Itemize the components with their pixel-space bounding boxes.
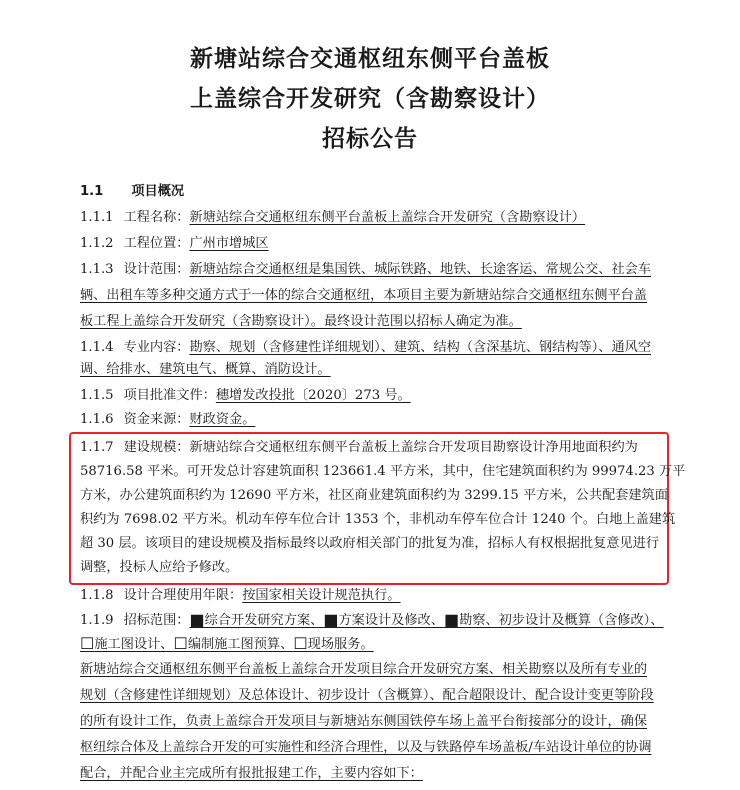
- item-1-1-9-options-2: [80, 634, 374, 655]
- checkbox-checked-icon: ■: [189, 610, 205, 629]
- item-1-1-7-cont-5: 调整，投标人应给予修改。: [80, 560, 239, 575]
- title-line-2: 上盖综合开发研究（含勘察设计）: [190, 86, 550, 112]
- item-number: 1.1.7: [80, 440, 114, 455]
- item-value: 广州市增城区: [189, 236, 269, 251]
- item-1-1-7-cont-1: 58716.58 平米。可开发总计容建筑面积 123661.4 平方米，其中，住宅建筑面积约为 99974.23 万平: [80, 464, 686, 479]
- item-label: 工程位置：: [123, 236, 190, 251]
- checkbox-checked-icon: ■: [323, 610, 339, 629]
- item-label: 建设规模：: [123, 440, 190, 455]
- checkbox-empty-icon: ☐: [293, 634, 308, 653]
- item-value: 勘察、规划（含修建性详细规划）、建筑、结构（含深基坑、钢结构等）、通风空: [189, 340, 652, 355]
- checkbox-empty-icon: ☐: [173, 634, 188, 653]
- item-label: 设计范围：: [123, 262, 190, 277]
- item-value: 新塘站综合交通枢纽东侧平台盖板上盖综合开发研究（含勘察设计）: [189, 210, 586, 225]
- item-label: 设计合理使用年限：: [123, 588, 243, 603]
- item-number: 1.1.3: [80, 262, 114, 277]
- option-label: 现场服务。: [307, 637, 374, 652]
- section-number: 1.1: [80, 184, 104, 199]
- item-number: 1.1.6: [80, 412, 114, 427]
- section-heading: [80, 182, 184, 202]
- item-number: 1.1.8: [80, 588, 114, 603]
- item-number: 1.1.5: [80, 388, 114, 403]
- item-number: 1.1.2: [80, 236, 114, 251]
- item-1-1-2: [80, 234, 269, 254]
- item-1-1-8: [80, 586, 401, 606]
- item-1-1-4: [80, 338, 651, 358]
- scope-paragraph-line-1: 新塘站综合交通枢纽东侧平台盖板上盖综合开发项目综合开发研究方案、相关勘察以及所有专业的: [80, 662, 648, 677]
- scope-paragraph-line-4: 枢纽综合体及上盖综合开发的可实施性和经济合理性，以及与铁路停车场盖板/车站设计单位的协调: [80, 740, 652, 755]
- item-value: 财政资金。: [189, 412, 256, 427]
- item-1-1-7-cont-4: 超 30 层。该项目的建设规模及指标最终以政府相关部门的批复为准，招标人有权根据批复意见进行: [80, 536, 660, 551]
- item-number: 1.1.1: [80, 210, 114, 225]
- item-1-1-3-cont-1: 辆、出租车等多种交通方式于一体的综合交通枢纽，本项目主要为新塘站综合交通枢纽东侧平台盖: [80, 288, 648, 303]
- checkbox-empty-icon: ☐: [80, 634, 95, 653]
- option-label: 综合开发研究方案、: [204, 613, 324, 628]
- scope-paragraph-line-2: 规划（含修建性详细规划）及总体设计、初步设计（含概算）、配合超限设计、配合设计变更等阶段: [80, 688, 654, 703]
- option-label: 施工图设计、: [94, 637, 174, 652]
- item-number: 1.1.4: [80, 340, 114, 355]
- item-label: 工程名称：: [123, 210, 190, 225]
- item-value: 新塘站综合交通枢纽东侧平台盖板上盖综合开发项目勘察设计净用地面积约为: [189, 440, 638, 455]
- item-value: 穗增发改投批〔2020〕273 号。: [215, 388, 411, 403]
- title-line-3: 招标公告: [322, 126, 418, 152]
- section-label: 项目概况: [131, 184, 185, 199]
- item-label: 专业内容：: [123, 340, 190, 355]
- item-value: 按国家相关设计规范执行。: [242, 588, 401, 603]
- title-line-1: 新塘站综合交通枢纽东侧平台盖板: [190, 46, 550, 72]
- scope-paragraph-line-5: 配合，并配合业主完成所有报批报建工作，主要内容如下：: [80, 766, 423, 781]
- item-1-1-6: [80, 410, 255, 430]
- item-number: 1.1.9: [80, 613, 114, 628]
- item-label: 项目批准文件：: [123, 388, 216, 403]
- item-label: 招标范围：: [123, 613, 190, 628]
- item-value: 新塘站综合交通枢纽是集国铁、城际铁路、地铁、长途客运、常规公交、社会车: [189, 262, 652, 277]
- checkbox-checked-icon: ■: [443, 610, 460, 629]
- item-1-1-5: [80, 386, 411, 406]
- item-label: 资金来源：: [123, 412, 190, 427]
- option-label: 方案设计及修改、: [338, 613, 444, 628]
- item-1-1-7-cont-2: 方米，办公建筑面积约为 12690 平方米，社区商业建筑面积约为 3299.15 平方米，公共配套建筑面: [80, 488, 668, 503]
- option-label: 勘察、初步设计及概算（含修改）、: [459, 613, 664, 628]
- item-1-1-7-cont-3: 积约为 7698.02 平方米。机动车停车位合计 1353 个，非机动车停车位合计 1240 个。白地上盖建筑: [80, 512, 676, 527]
- item-1-1-9: [80, 610, 663, 631]
- scope-paragraph-line-3: 的所有设计工作，负责上盖综合开发项目与新塘站东侧国铁停车场上盖平台衔接部分的设计，确保: [80, 714, 648, 729]
- item-1-1-1: [80, 208, 585, 228]
- item-1-1-4-cont: 调、给排水、建筑电气、概算、消防设计。: [80, 362, 331, 377]
- option-label: 编制施工图预算、: [187, 637, 294, 652]
- item-1-1-3: [80, 260, 651, 280]
- item-1-1-7: [80, 438, 638, 458]
- item-1-1-3-cont-2: 板工程上盖综合开发研究（含勘察设计）。最终设计范围以招标人确定为准。: [80, 314, 522, 329]
